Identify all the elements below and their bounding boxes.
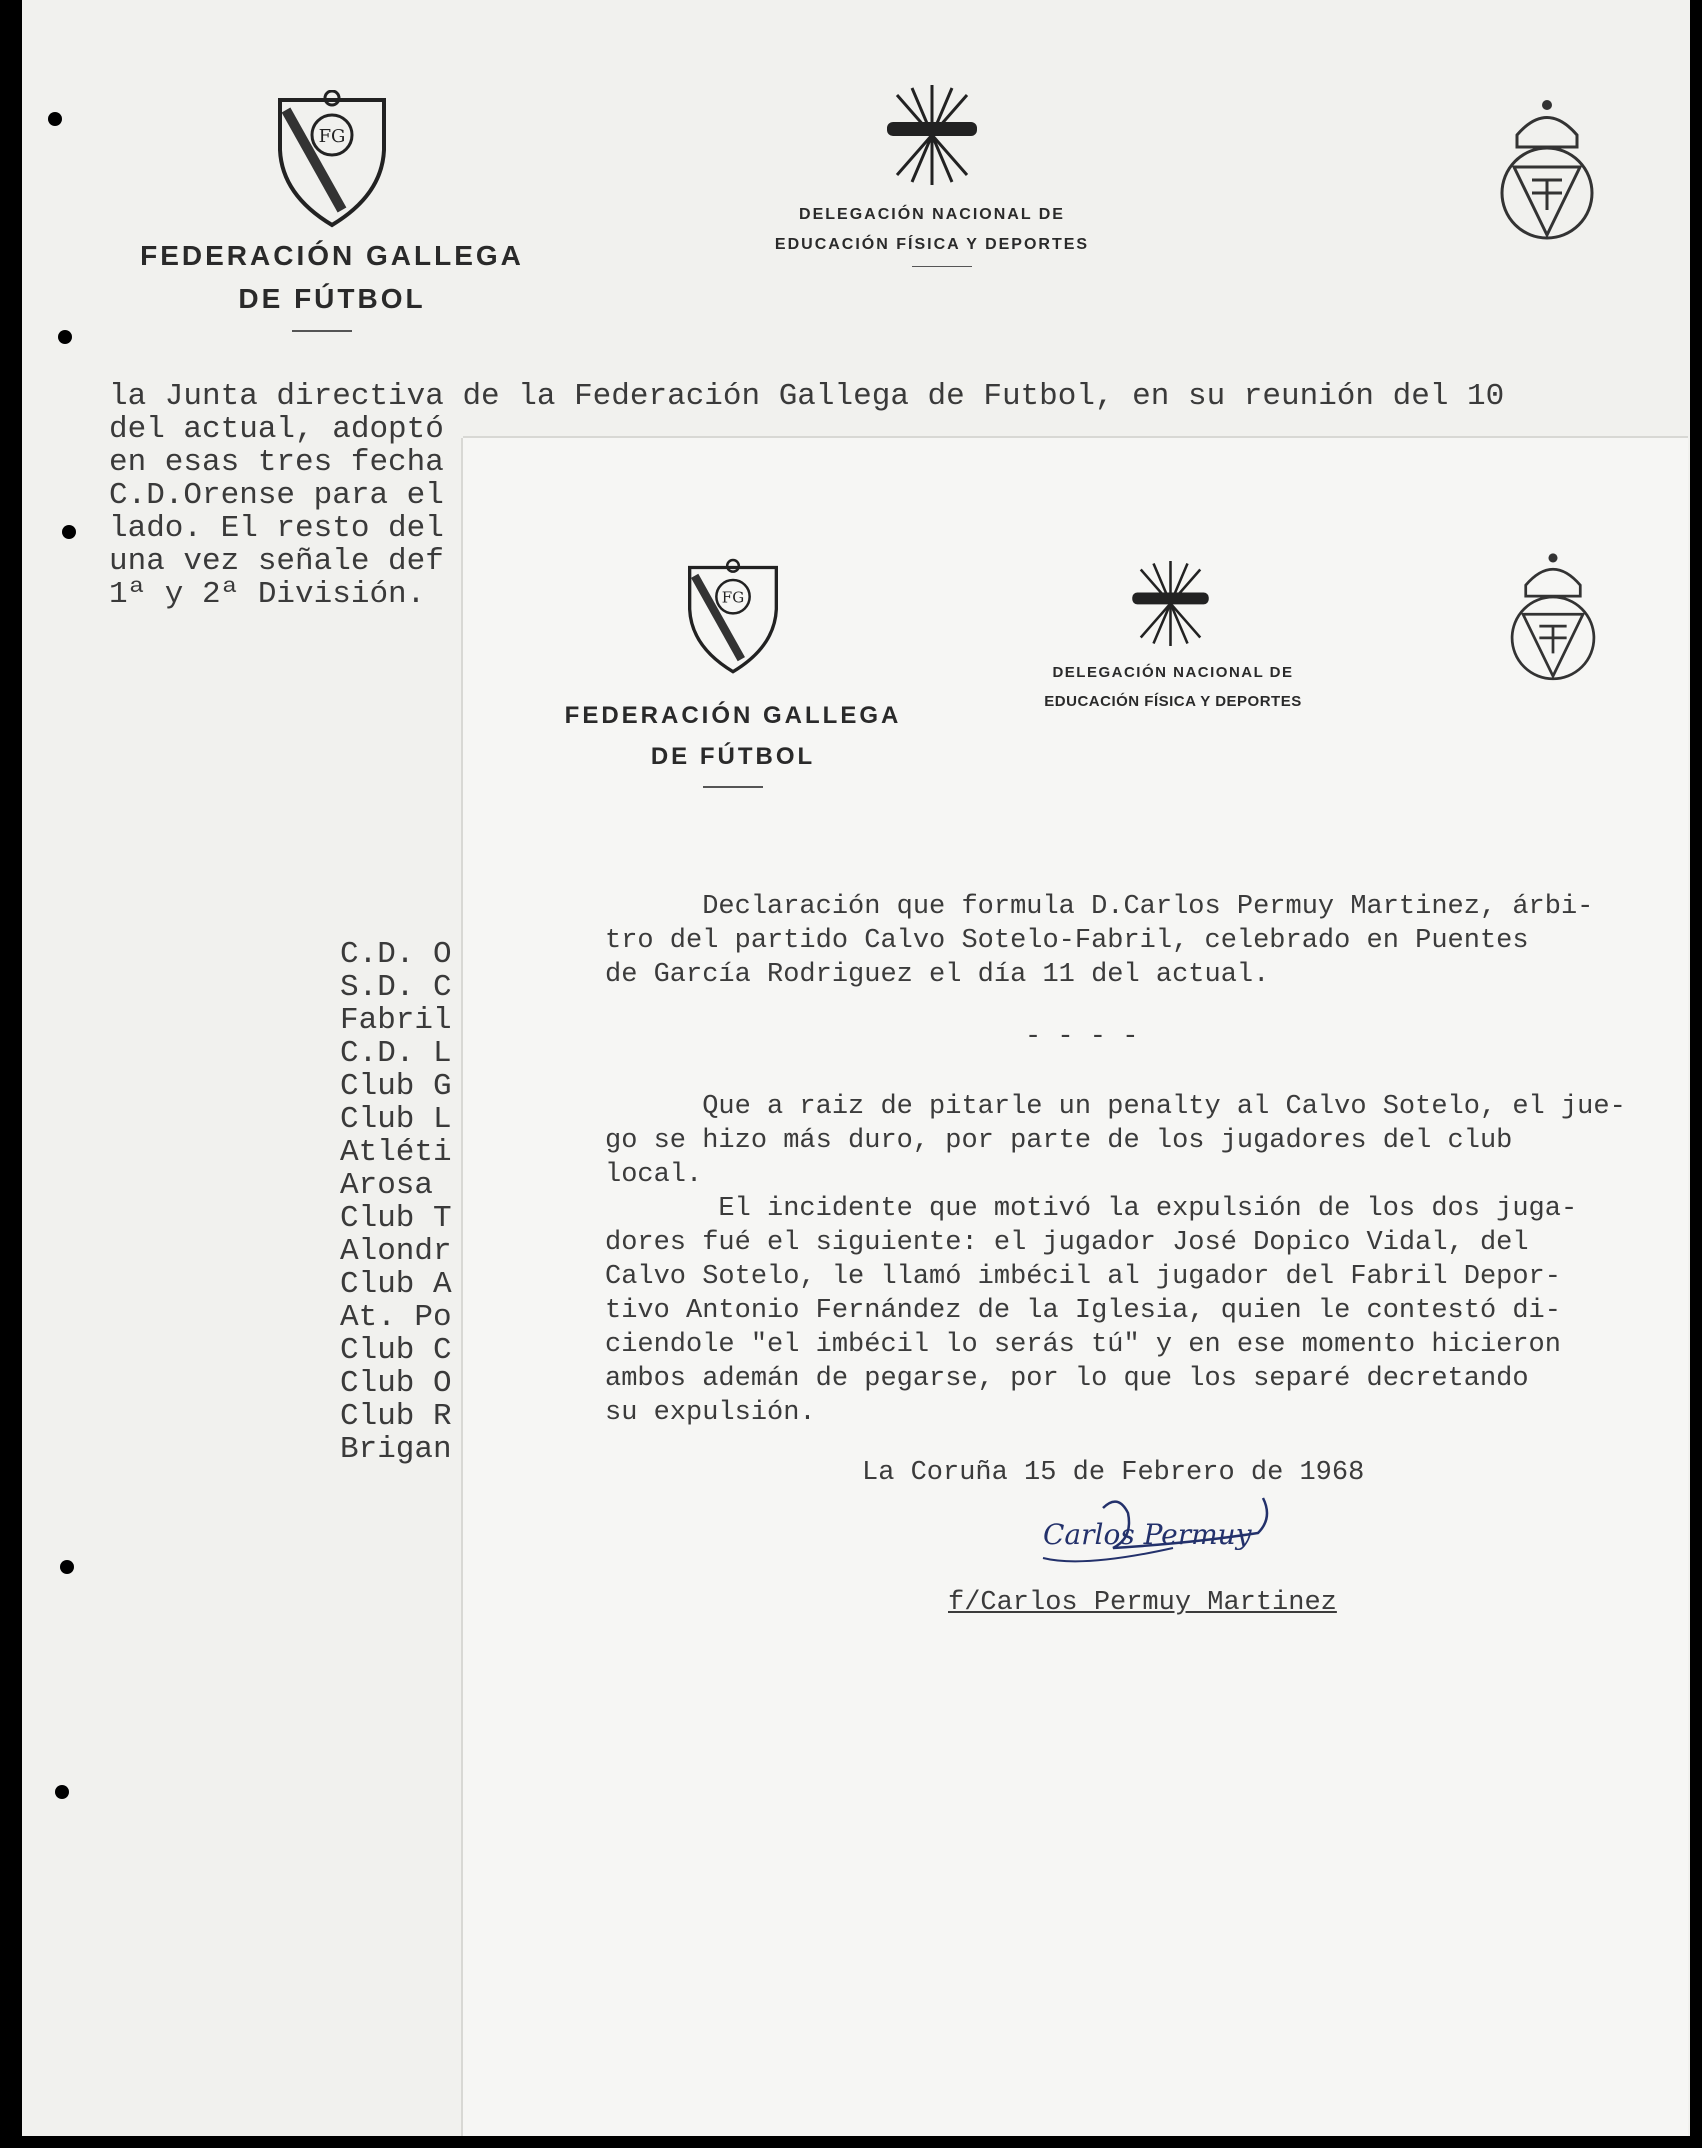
federation-title-line1: FEDERACIÓN GALLEGA (564, 702, 902, 729)
svg-text:FG: FG (721, 588, 745, 607)
declaration-body-line: El incidente que motivó la expulsión de los dos juga- (605, 1194, 1578, 1224)
declaration-body-line: ciendole "el imbécil lo serás tú" y en ese momento hicieron (605, 1330, 1561, 1360)
section-separator: - - - - (1025, 1022, 1139, 1052)
club-list-item: Club C (340, 1333, 452, 1368)
binding-hole (60, 1560, 74, 1574)
yoke-arrows-emblem-icon (882, 80, 982, 190)
declaration-intro-line: tro del partido Calvo Sotelo-Fabril, celebrado en Puentes (605, 926, 1529, 956)
declaration-body-line: go se hizo más duro, por parte de los jugadores del club (605, 1126, 1513, 1156)
binding-hole (58, 330, 72, 344)
divider (912, 266, 972, 267)
declaration-body-line: Que a raiz de pitarle un penalty al Calvo Sotelo, el jue- (605, 1092, 1626, 1122)
declaration-body-line: su expulsión. (605, 1398, 816, 1428)
signature-script: Carlos Permuy (1043, 1518, 1252, 1551)
club-list-item: Brigan (340, 1432, 452, 1467)
declaration-body-line: dores fué el siguiente: el jugador José Dopico Vidal, del (605, 1228, 1529, 1258)
club-list-item: Club T (340, 1201, 452, 1236)
club-list-item: Club O (340, 1366, 452, 1401)
back-letter-line: la Junta directiva de la Federación Gallega de Futbol, en su reunión del 10 (109, 379, 1505, 414)
federation-crest-icon (683, 550, 783, 685)
club-list-item: Club R (340, 1399, 452, 1434)
binding-hole (48, 112, 62, 126)
federation-title-line1: FEDERACIÓN GALLEGA (140, 240, 524, 271)
delegation-line1: DELEGACIÓN NACIONAL DE (1052, 664, 1294, 681)
federation-title-line2: DE FÚTBOL (238, 283, 426, 314)
declaration-intro-line: de García Rodriguez el día 11 del actual. (605, 960, 1270, 990)
binding-hole (55, 1785, 69, 1799)
declaration-body-line: ambos ademán de pegarse, por lo que los separé decretando (605, 1364, 1529, 1394)
handwritten-signature (1023, 1488, 1283, 1588)
club-list-item: Club A (340, 1267, 452, 1302)
federation-title-line2: DE FÚTBOL (650, 743, 816, 770)
club-list-item: C.D. L (340, 1036, 452, 1071)
club-list-item: At. Po (340, 1300, 452, 1335)
delegation-line2: EDUCACIÓN FÍSICA Y DEPORTES (1044, 693, 1302, 710)
federation-crest-icon (272, 90, 392, 230)
crown-crest-icon (1492, 95, 1602, 245)
club-list-item: C.D. O (340, 937, 452, 972)
crown-crest-icon (1503, 548, 1603, 686)
back-letter-line: C.D.Orense para el (109, 478, 444, 513)
back-letter-line: 1ª y 2ª División. (109, 577, 426, 612)
yoke-arrows-emblem-icon (1128, 556, 1213, 651)
club-list-item: Club G (340, 1069, 452, 1104)
declaration-body-line: Calvo Sotelo, le llamó imbécil al jugador del Fabril Depor- (605, 1262, 1561, 1292)
club-list-item: S.D. C (340, 970, 452, 1005)
club-list-item: Club L (340, 1102, 452, 1137)
club-list-item: Alondr (340, 1234, 452, 1269)
binding-hole (62, 525, 76, 539)
declaration-intro-line: Declaración que formula D.Carlos Permuy Martinez, árbi- (605, 892, 1594, 922)
back-letter-line: en esas tres fecha (109, 445, 444, 480)
declaration-body-line: local. (605, 1160, 703, 1190)
club-list-item: Fabril (340, 1003, 452, 1038)
back-letter-line: lado. El resto del (109, 511, 444, 546)
club-list-item: Atléti (340, 1135, 452, 1170)
divider (292, 330, 352, 332)
delegation-line1: DELEGACIÓN NACIONAL DE (799, 206, 1065, 223)
signatory-name: f/Carlos Permuy Martinez (948, 1588, 1337, 1618)
club-list-item: Arosa (340, 1168, 434, 1203)
divider (703, 786, 763, 788)
back-letter-line: una vez señale def (109, 544, 444, 579)
back-letter-line: del actual, adoptó (109, 412, 444, 447)
delegation-line2: EDUCACIÓN FÍSICA Y DEPORTES (774, 236, 1090, 253)
place-date: La Coruña 15 de Febrero de 1968 (862, 1458, 1365, 1488)
front-letter-sheet (463, 438, 1688, 2136)
svg-text:FG: FG (318, 126, 346, 147)
declaration-body-line: tivo Antonio Fernández de la Iglesia, quien le contestó di- (605, 1296, 1561, 1326)
